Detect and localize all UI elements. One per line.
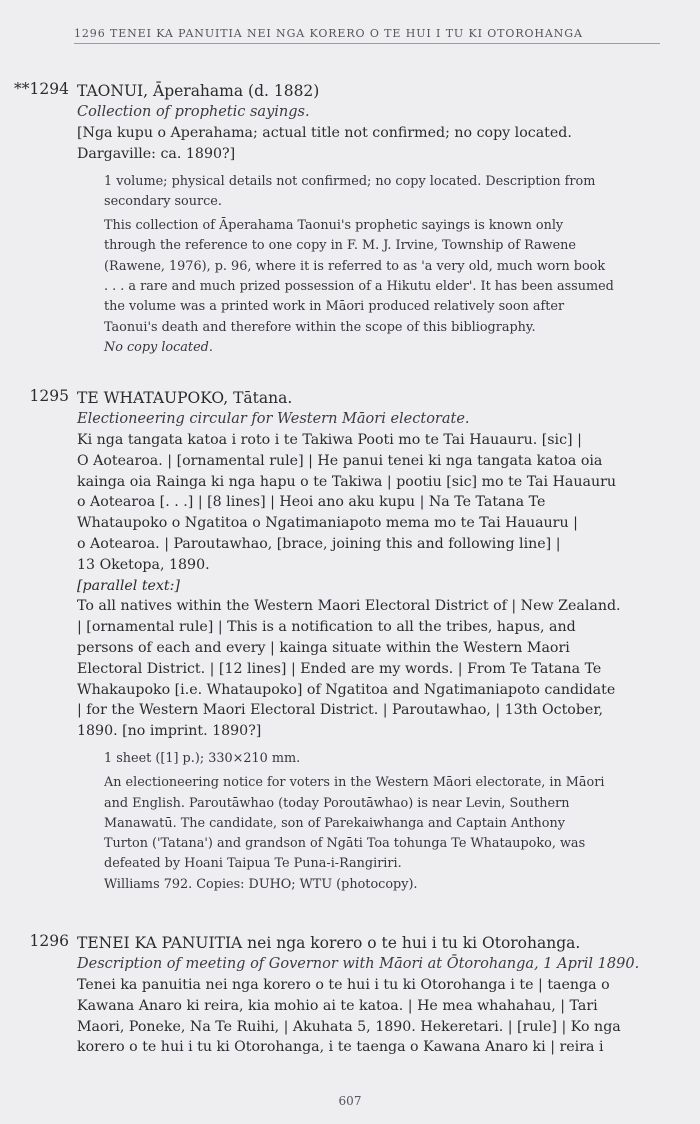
title-line: Ki nga tangata katoa i roto i te Takiwa Pooti mo te Tai Hauauru. [sic] |	[77, 432, 582, 448]
entry-subtitle: Collection of prophetic sayings.	[77, 104, 310, 120]
entry-number: **1294	[14, 80, 69, 98]
entry-heading: TE WHATAUPOKO, Tātana.	[77, 389, 293, 407]
note-line: Manawatū. The candidate, son of Parekaiwhanga and Captain Anthony	[104, 815, 565, 831]
note-line: Williams 792. Copies: DUHO; WTU (photocopy).	[104, 876, 418, 892]
note-line: No copy located.	[104, 339, 213, 355]
title-line: Maori, Poneke, Na Te Ruihi, | Akuhata 5, 1890. Hekeretari. | [rule] | Ko nga	[77, 1018, 621, 1035]
title-line: | [ornamental rule] | This is a notification to all the tribes, hapus, and	[77, 619, 576, 636]
note-line: the volume was a printed work in Māori produced relatively soon after	[104, 299, 565, 315]
title-line: To all natives within the Western Maori Electoral District of | New Zealand.	[77, 598, 621, 615]
entry-heading: TAONUI, Āperahama (d. 1882)	[77, 82, 320, 100]
note-line: secondary source.	[104, 193, 222, 209]
entry-number: 1296	[29, 932, 69, 950]
entry-subtitle: Electioneering circular for Western Māori electorate.	[77, 411, 470, 427]
page-number: 607	[338, 1094, 362, 1108]
note-line: and English. Paroutāwhao (today Poroutāwhao) is near Levin, Southern	[104, 795, 570, 811]
note-line: through the reference to one copy in F. M. J. Irvine, Township of Rawene	[104, 238, 576, 254]
title-line: o Aotearoa. | Paroutawhao, [brace, joining this and following line] |	[77, 535, 561, 552]
title-line: 1890. [no imprint. 1890?]	[77, 723, 262, 740]
note-line: (Rawene, 1976), p. 96, where it is referred to as 'a very old, much worn book	[104, 258, 606, 274]
title-line: 13 Oketopa, 1890.	[77, 556, 210, 573]
title-line: O Aotearoa. | [ornamental rule] | He panui tenei ki nga tangata katoa oia	[77, 452, 603, 469]
note-line: Taonui's death and therefore within the scope of this bibliography.	[104, 319, 536, 335]
title-line: o Aotearoa [. . .] | [8 lines] | Heoi ano aku kupu | Na Te Tatana Te	[77, 494, 546, 511]
title-line: Electoral District. | [12 lines] | Ended are my words. | From Te Tatana Te	[77, 660, 602, 677]
title-line: | for the Western Maori Electoral District. | Paroutawhao, | 13th October,	[77, 702, 604, 719]
entry-heading: TENEI KA PANUITIA nei nga korero o te hui i tu ki Otorohanga.	[77, 934, 581, 952]
title-line: persons of each and every | kainga situate within the Western Maori	[77, 639, 570, 656]
title-line: Kawana Anaro ki reira, kia mohio ai te katoa. | He mea whahahau, | Tari	[77, 997, 598, 1014]
note-line: 1 volume; physical details not confirmed; no copy located. Description from	[104, 173, 596, 189]
note-line: defeated by Hoani Taipua Te Puna-i-Rangiriri.	[104, 856, 402, 872]
note-line: An electioneering notice for voters in the Western Māori electorate, in Māori	[104, 775, 605, 791]
note-line: This collection of Āperahama Taonui's prophetic sayings is known only	[104, 218, 564, 234]
entry-subtitle: Description of meeting of Governor with Māori at Ōtorohanga, 1 April 1890.	[77, 956, 640, 972]
entry-number: 1295	[29, 387, 69, 405]
note-line: 1 sheet ([1] p.); 330×210 mm.	[104, 750, 301, 766]
title-line: Whakaupoko [i.e. Whataupoko] of Ngatitoa and Ngatimaniapoto candidate	[77, 681, 616, 698]
title-line: Dargaville: ca. 1890?]	[77, 145, 236, 162]
title-line: kainga oia Rainga ki nga hapu o te Takiwa | pootiu [sic] mo te Tai Hauauru	[77, 473, 617, 490]
title-line: Tenei ka panuitia nei nga korero o te hui i tu ki Otorohanga i te | taenga o	[77, 977, 610, 993]
running-head: 1296 TENEI KA PANUITIA NEI NGA KORERO O TE HUI I TU KI OTOROHANGA	[74, 27, 660, 44]
title-line: korero o te hui i tu ki Otorohanga, i te taenga o Kawana Anaro ki | reira i	[77, 1039, 604, 1056]
title-line: [Nga kupu o Aperahama; actual title not confirmed; no copy located.	[77, 125, 572, 141]
title-line: [parallel text:]	[77, 577, 180, 594]
note-line: . . . a rare and much prized possession of a Hikutu elder'. It has been assumed	[104, 279, 614, 295]
note-line: Turton ('Tatana') and grandson of Ngāti Toa tohunga Te Whataupoko, was	[104, 836, 586, 852]
title-line: Whataupoko o Ngatitoa o Ngatimaniapoto mema mo te Tai Hauauru |	[77, 515, 578, 532]
